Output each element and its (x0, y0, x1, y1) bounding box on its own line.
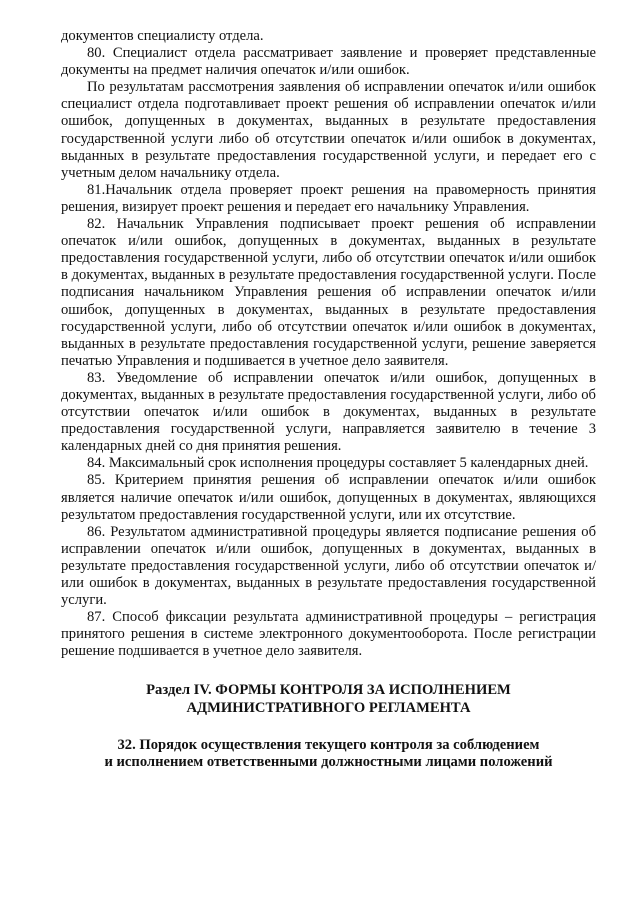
section-heading-line-1: Раздел IV. ФОРМЫ КОНТРОЛЯ ЗА ИСПОЛНЕНИЕМ (146, 682, 511, 699)
subsection-heading (61, 737, 596, 771)
subsection-heading-line-1: 32. Порядок осуществления текущего контроля за соблюдением (117, 736, 540, 753)
section-heading-line-2: АДМИНИСТРАТИВНОГО РЕГЛАМЕНТА (186, 699, 471, 716)
paragraph-continuation: документов специалисту отдела. (61, 28, 264, 44)
paragraph-87: 87. Способ фиксации результата административной процедуры – регистрация принятого решения в системе электронного документооборота. После регистрации решение подшивается в учетное дело заявителя. (61, 609, 596, 660)
paragraph-84: 84. Максимальный срок исполнения процедуры составляет 5 календарных дней. (87, 455, 589, 472)
subsection-heading-line-2: и исполнением ответственными должностными лицами положений (104, 753, 553, 770)
paragraph-80-results: По результатам рассмотрения заявления об исправлении опечаток и/или ошибок специалист отдела подготавливает проект решения об исправлении опечаток и/или ошибок, допущенных в документах, выданных в результате предоставления государственной услуги либо об отсутствии опечаток и/или ошибок в документах, выданных в результате предоставления государственной услуги, и передает его с учетным делом начальнику отдела. (61, 79, 596, 181)
paragraph-82: 82. Начальник Управления подписывает проект решения об исправлении опечаток и/или ошибок, допущенных в документах, выданных в результате предоставления государственной услуги, либо об отсутствии опечаток и/или ошибок в документах, выданных в результате предоставления государственной услуги. После подписания начальником Управления решения об исправлении опечаток и/или ошибок, допущенных в документах, выданных в результате предоставления государственной услуги, либо об отсутствии опечаток и/или ошибок в документах, выданных в результате предоставления государственной услуги, решение заверяется печатью Управления и подшивается в учетное дело заявителя. (61, 216, 596, 369)
paragraph-83: 83. Уведомление об исправлении опечаток и/или ошибок, допущенных в документах, выданных в результате предоставления государственной услуги, либо об отсутствии опечаток и/или ошибок в документах, выданных в результате предоставления государственной услуги, направляется заявителю в течение 3 календарных дней со дня принятия решения. (61, 369, 596, 455)
document-page (61, 28, 596, 771)
paragraph-86: 86. Результатом административной процедуры является подписание решения об исправлении опечаток и/или ошибок, допущенных в документах, выданных в результате предоставления государственной услуги, либо об отсутствии опечаток и/или ошибок в документах, выданных в результате предоставления государственной услуги. (61, 523, 596, 609)
paragraph-80: 80. Специалист отдела рассматривает заявление и проверяет представленные документы на предмет наличия опечаток и/или ошибок. (61, 45, 596, 79)
paragraph-85: 85. Критерием принятия решения об исправлении опечаток и/или ошибок является наличие опечаток и/или ошибок, допущенных в документах, являющихся результатом предоставления государственной услуги, или их отсутствие. (61, 472, 596, 523)
paragraph-81: 81.Начальник отдела проверяет проект решения на правомерность принятия решения, визирует проект решения и передает его начальнику Управления. (61, 181, 596, 215)
section-heading (61, 682, 596, 716)
